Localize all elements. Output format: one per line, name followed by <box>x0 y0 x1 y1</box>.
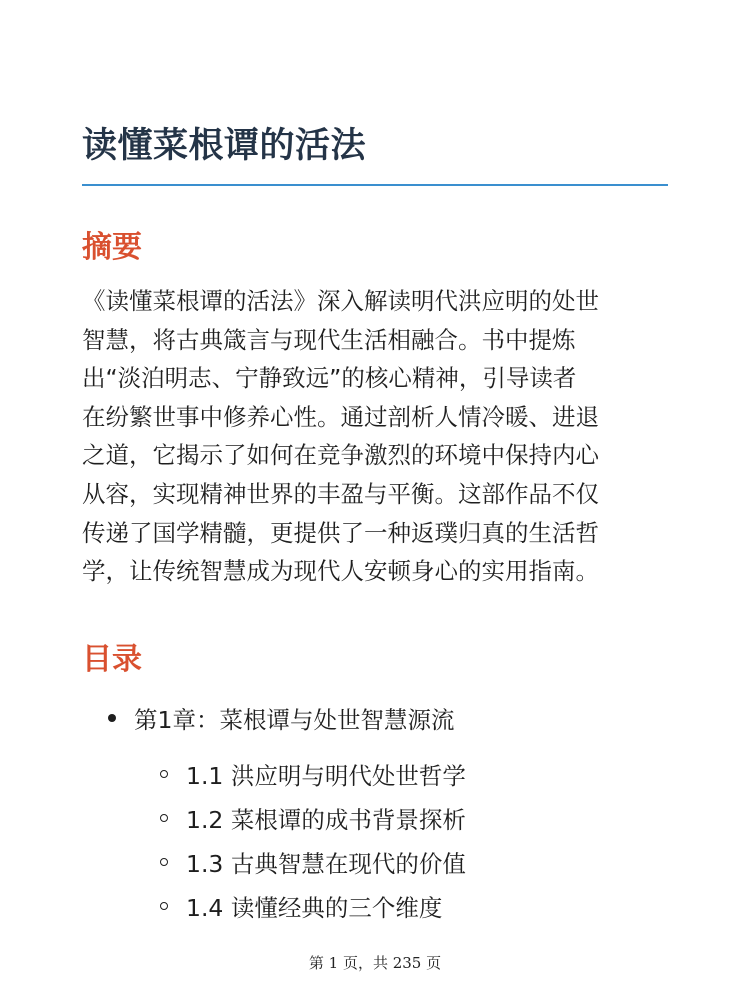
toc-section-label: 1.4 读懂经典的三个维度 <box>186 893 443 922</box>
bullet-circle-icon <box>160 814 168 822</box>
toc-section-item[interactable] <box>160 759 466 791</box>
title-divider <box>82 184 668 186</box>
toc-section-label: 1.2 菜根谭的成书背景探析 <box>186 805 466 834</box>
toc-section-label: 1.3 古典智慧在现代的价值 <box>186 849 466 878</box>
abstract-line: 传递了国学精髓，更提供了一种返璞归真的生活哲 <box>82 518 599 547</box>
abstract-line: 之道，它揭示了如何在竞争激烈的环境中保持内心 <box>82 441 599 470</box>
bullet-circle-icon <box>160 858 168 866</box>
abstract-line: 智慧，将古典箴言与现代生活相融合。书中提炼 <box>82 325 576 354</box>
abstract-line: 从容，实现精神世界的丰盈与平衡。这部作品不仅 <box>82 479 599 508</box>
document-title: 读懂菜根谭的活法 <box>82 126 367 166</box>
toc-section-label: 1.1 洪应明与明代处世哲学 <box>186 761 466 790</box>
abstract-line: 《读懂菜根谭的活法》深入解读明代洪应明的处世 <box>82 287 599 315</box>
toc-section-item[interactable] <box>160 803 466 835</box>
abstract-body <box>82 282 682 591</box>
bullet-circle-icon <box>160 902 168 910</box>
abstract-heading: 摘要 <box>82 230 142 265</box>
toc-heading: 目录 <box>82 642 142 677</box>
toc-section-item[interactable] <box>160 847 466 879</box>
toc-section-item[interactable] <box>160 891 442 923</box>
toc-chapter-item[interactable] <box>108 703 454 735</box>
abstract-line: 出“淡泊明志、宁静致远”的核心精神，引导读者 <box>82 364 577 393</box>
abstract-line: 在纷繁世事中修养心性。通过剖析人情冷暖、进退 <box>82 402 599 431</box>
abstract-line: 学，让传统智慧成为现代人安顿身心的实用指南。 <box>82 557 599 586</box>
page-footer: 第 1 页，共 235 页 <box>308 954 442 972</box>
bullet-circle-icon <box>160 770 168 778</box>
bullet-disc-icon <box>108 714 116 722</box>
toc-chapter-label: 第1章：菜根谭与处世智慧源流 <box>134 705 455 734</box>
